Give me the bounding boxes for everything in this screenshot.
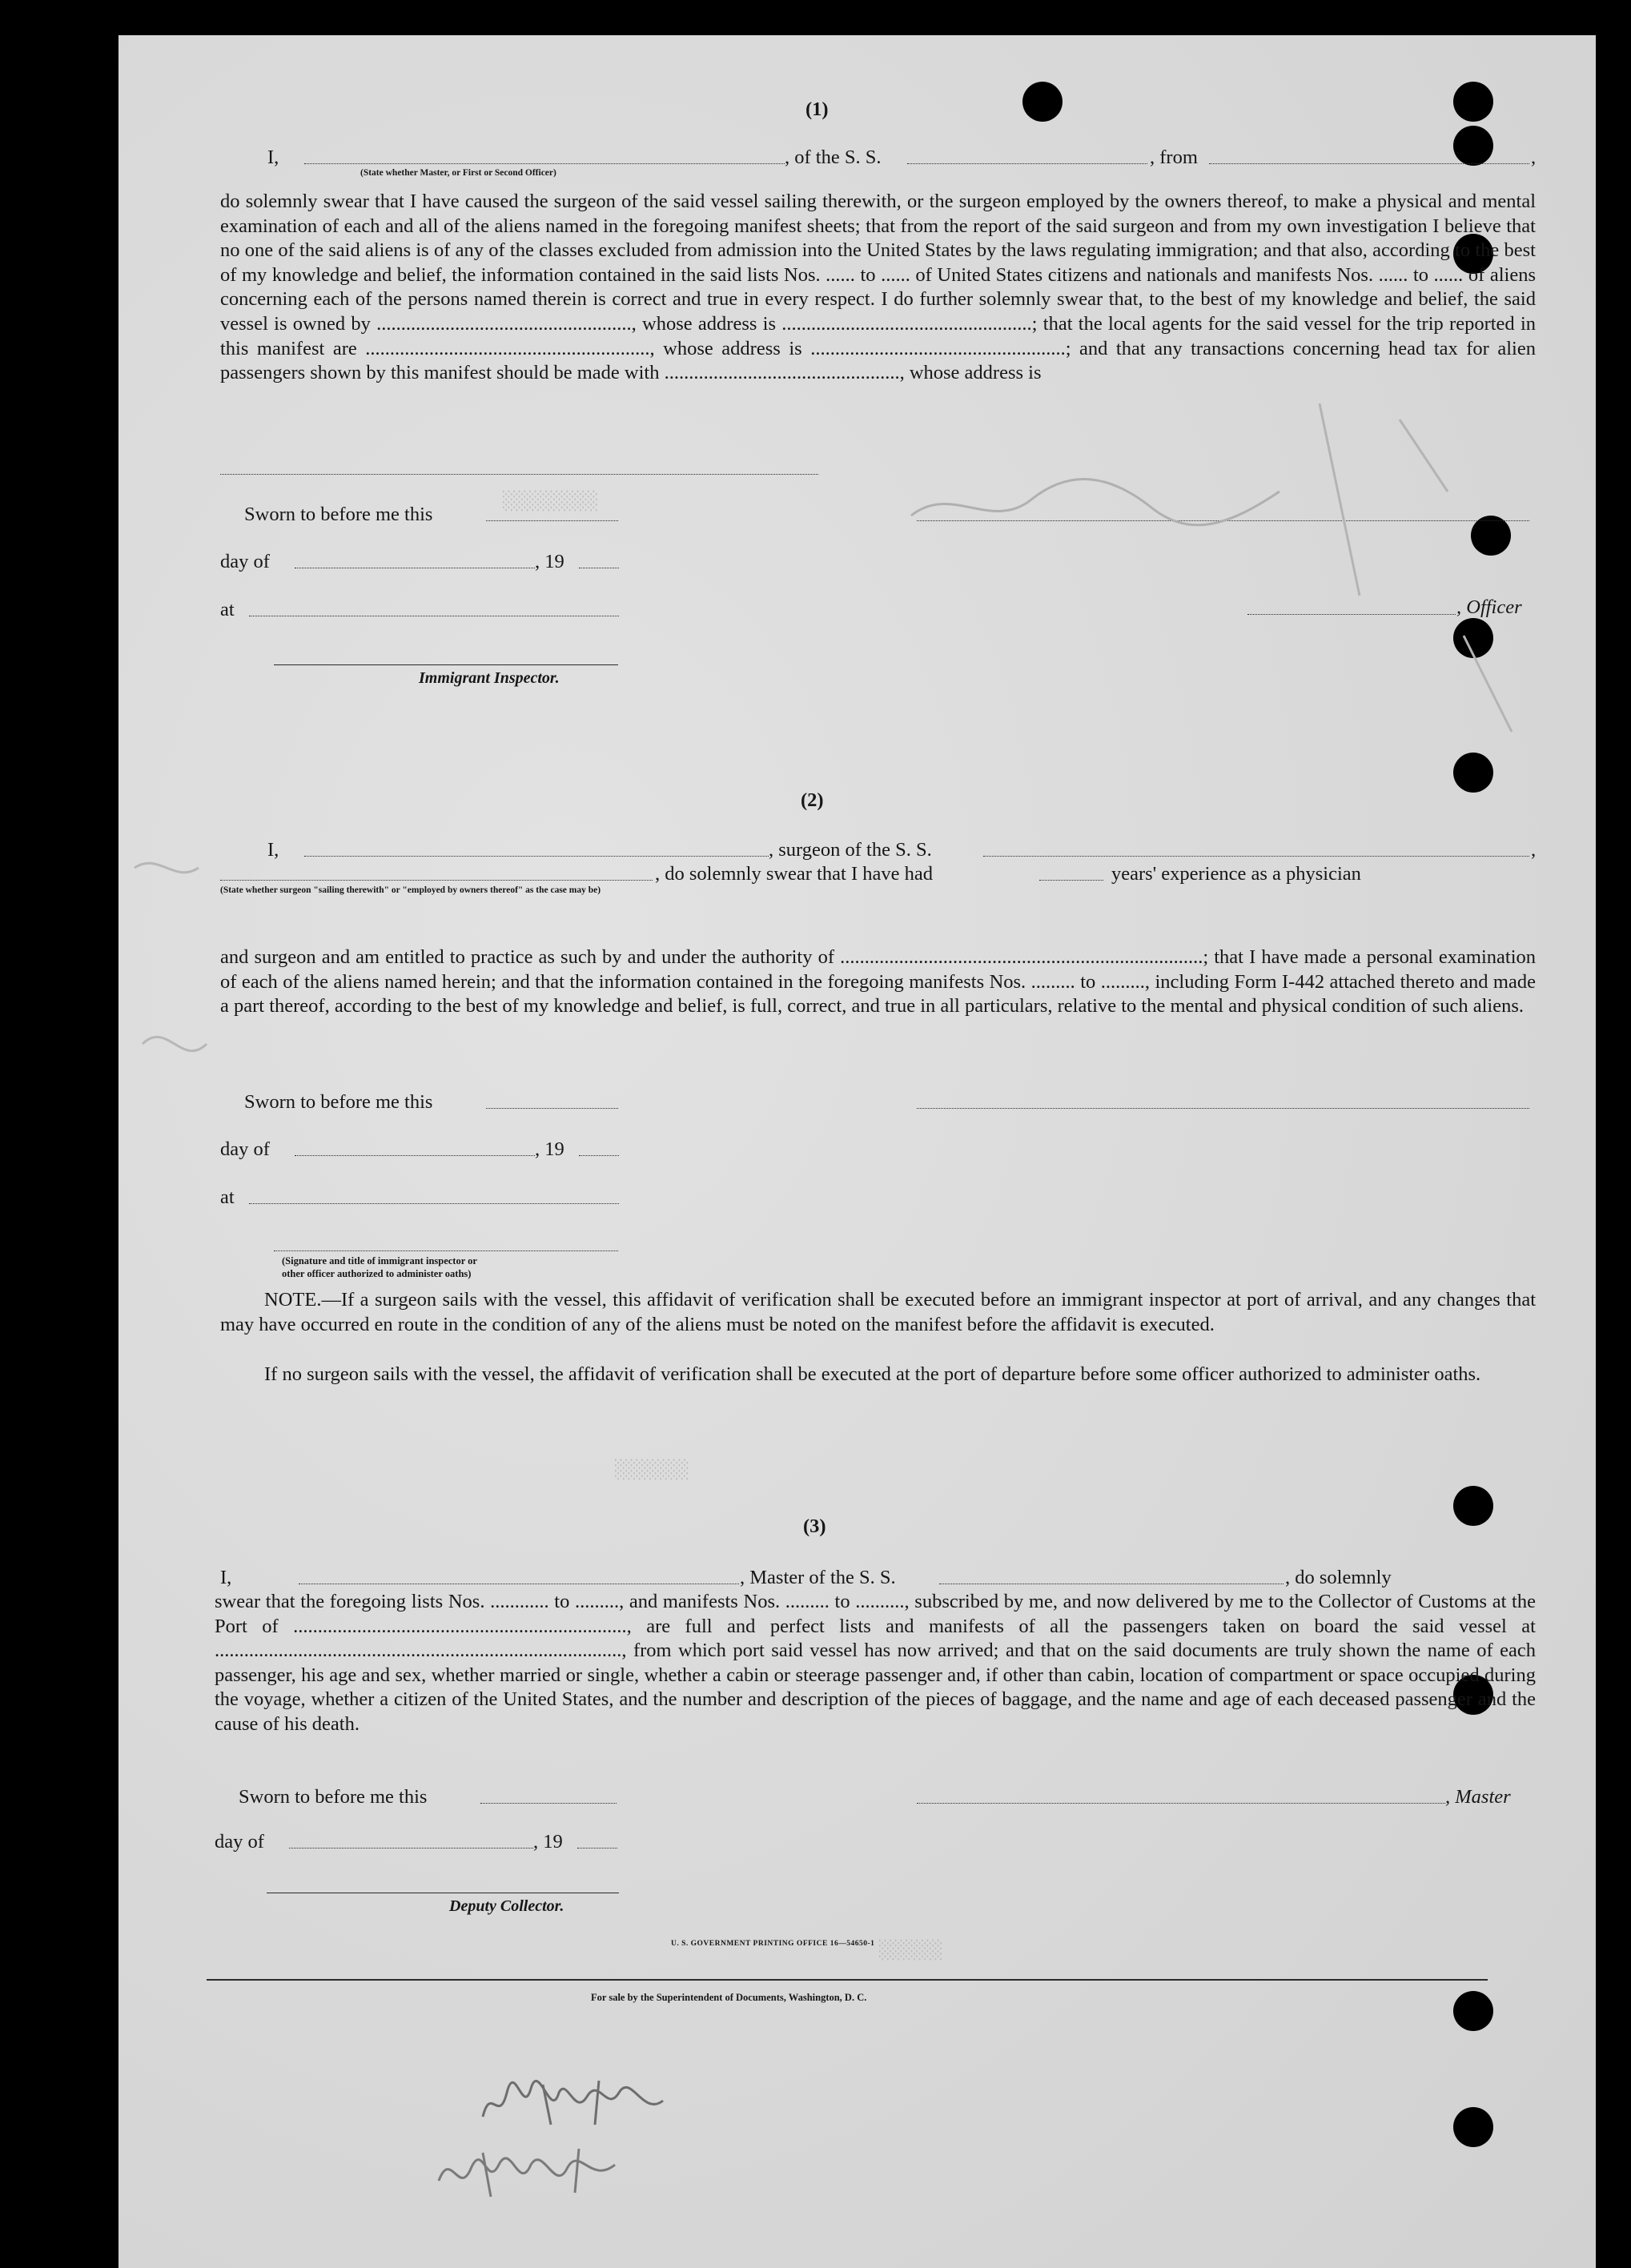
s1-line1-i: I, bbox=[267, 147, 279, 168]
s2-line2-years: years' experience as a physician bbox=[1111, 863, 1361, 885]
s2-surgeon-name-blank bbox=[304, 856, 769, 857]
s1-sworn-label: Sworn to before me this bbox=[244, 504, 433, 525]
s3-year-label: , 19 bbox=[533, 1831, 563, 1853]
s1-sworn-blank bbox=[486, 520, 618, 521]
s2-day-of-label: day of bbox=[220, 1138, 270, 1160]
s1-inspector-signature-line bbox=[274, 664, 618, 665]
s3-collector-label: Deputy Collector. bbox=[449, 1897, 564, 1915]
s3-day-blank bbox=[289, 1848, 533, 1849]
binder-hole bbox=[1453, 1991, 1493, 2031]
binder-hole bbox=[1453, 2107, 1493, 2147]
s1-affidavit-paragraph: do solemnly swear that I have caused the surgeon of the said vessel sailing therewith, or the surgeon employed by the owners thereof, to make a physical and mental examination of each and all of the aliens named in the foregoing manifest sheets; that from the report of the said surgeon and from my own investigation I believe that no one of the said aliens is of any of the classes excluded from admission into the United States by the laws regulating immigration; and that also, according to the best of my knowledge and belief, the information contained in the said lists Nos. ...... to ...... of United States citizens and nationals and manifests Nos. ...... to ...... of aliens concerning each of the persons named therein is correct and true in every respect. I do further solemnly swear that, to the best of my knowledge and belief, the said vessel is owned by ...................................................., whose address is ...................................................; that the local agents for the said vessel for the trip reported in this manifest are .........................................................., whose address is ....................................................; and that any transactions concerning head tax for alien passengers shown by this manifest should be made with ................................................, whose address is bbox=[220, 191, 1536, 384]
s1-line1-end: , bbox=[1531, 147, 1537, 168]
s2-note-2: If no surgeon sails with the vessel, the affidavit of verification shall be executed at the port of departure before some officer authorized to administer oaths. bbox=[264, 1363, 1481, 1385]
bleed-through-marks: ░░░░░░░░░ bbox=[503, 492, 599, 512]
s1-line1-from: , from bbox=[1150, 147, 1198, 168]
s2-line1-i: I, bbox=[267, 839, 279, 861]
s3-line1-swear: , do solemnly bbox=[1285, 1567, 1392, 1588]
s3-year-blank bbox=[577, 1848, 617, 1849]
s2-line1-end: , bbox=[1531, 839, 1537, 861]
binder-hole bbox=[1453, 1486, 1493, 1526]
s1-officer-blank bbox=[304, 163, 785, 164]
s3-line1-master: , Master of the S. S. bbox=[740, 1567, 896, 1588]
s2-sworn-label: Sworn to before me this bbox=[244, 1091, 433, 1113]
s2-sig-note-2: other officer authorized to administer oaths) bbox=[282, 1268, 472, 1279]
s1-officer-label: , Officer bbox=[1456, 596, 1522, 618]
s2-day-blank bbox=[295, 1155, 535, 1156]
sale-imprint: For sale by the Superintendent of Documents, Washington, D. C. bbox=[591, 1992, 867, 2003]
document-page bbox=[119, 35, 1596, 2268]
s3-master-signature-line bbox=[917, 1803, 1445, 1804]
s2-line2-swear: , do solemnly swear that I have had bbox=[655, 863, 933, 885]
s2-surgeon-type-blank bbox=[220, 880, 653, 881]
section-3-number: (3) bbox=[803, 1515, 826, 1537]
section-2-number: (2) bbox=[801, 789, 824, 811]
s2-note-1: NOTE.—If a surgeon sails with the vessel, this affidavit of verification shall be executed before an immigrant inspector at port of arrival, and any changes that may have occurred en route in the condition of any of the aliens must be noted on the manifest before the affidavit is executed. bbox=[220, 1289, 1536, 1335]
s1-inspector-label: Immigrant Inspector. bbox=[419, 669, 560, 687]
s2-inspector-signature-line bbox=[274, 1250, 618, 1251]
faint-pencil-marks bbox=[903, 452, 1288, 548]
faint-pencil-marks bbox=[119, 836, 231, 1236]
s2-sworn-blank bbox=[486, 1108, 618, 1109]
s2-sig-note-1: (Signature and title of immigrant inspector or bbox=[282, 1255, 477, 1266]
s3-day-of-label: day of bbox=[215, 1831, 264, 1853]
binder-hole-top-center bbox=[1022, 82, 1063, 122]
s1-officer-note: (State whether Master, or First or Second Officer) bbox=[360, 168, 556, 178]
s1-at-label: at bbox=[220, 599, 235, 620]
s1-vessel-blank bbox=[907, 163, 1147, 164]
s1-from-blank bbox=[1209, 163, 1529, 164]
binder-hole bbox=[1453, 126, 1493, 166]
s1-day-of-label: day of bbox=[220, 551, 270, 572]
s2-line1-surgeon-of: , surgeon of the S. S. bbox=[769, 839, 932, 861]
s2-at-label: at bbox=[220, 1186, 235, 1208]
bleed-through-marks: ░░░░░░░ bbox=[615, 1460, 689, 1480]
s3-affidavit-paragraph: swear that the foregoing lists Nos. ............ to ........., and manifests Nos. ......... to .........., subscribed by me, and now delivered by me to the Collector of Customs at the Port of ...................................................................., are full and perfect lists and manifests of all the passengers taken on board the said vessel at ..................................................................................., from which port said vessel has now arrived; and that on the said documents are truly shown the name of each passenger, his age and sex, whether married or single, whether a cabin or steerage passenger and, if other than cabin, location of compartment or space occupied during the voyage, whether a citizen of the United States, and the number and description of the pieces of baggage, and the name and age of each deceased passenger and the cause of his death. bbox=[215, 1591, 1536, 1735]
s1-line1-of-ss: , of the S. S. bbox=[785, 147, 882, 168]
s2-at-blank bbox=[249, 1203, 619, 1204]
s2-year-label: , 19 bbox=[535, 1138, 564, 1160]
s2-years-blank bbox=[1039, 880, 1103, 881]
s3-sworn-blank bbox=[480, 1803, 617, 1804]
s1-whose-address-blank bbox=[220, 474, 818, 475]
s2-affidavit-paragraph: and surgeon and am entitled to practice as such by and under the authority of ..........................................................................; that I have made a personal examination of each of the aliens named herein; and that the information contained in the foregoing manifests Nos. ......... to ........., including Form I-442 attached thereto and made a part thereof, according to the best of my knowledge and belief, is full, correct, and true in all particulars, relative to the mental and physical condition of such aliens. bbox=[220, 946, 1536, 1018]
s2-year-blank bbox=[579, 1155, 619, 1156]
gpo-imprint: U. S. GOVERNMENT PRINTING OFFICE 16—54650-1 bbox=[671, 1940, 875, 1948]
s3-sworn-label: Sworn to before me this bbox=[239, 1786, 428, 1808]
binder-hole-top-right bbox=[1453, 82, 1493, 122]
s2-vessel-blank bbox=[983, 856, 1529, 857]
s2-surgeon-note: (State whether surgeon "sailing therewith" or "employed by owners thereof" as the case may be) bbox=[220, 885, 601, 895]
bleed-through-marks: ░░░░░░ bbox=[879, 1941, 943, 1961]
s1-year-label: , 19 bbox=[535, 551, 564, 572]
handwritten-notation bbox=[435, 2141, 619, 2205]
footer-rule bbox=[207, 1979, 1488, 1981]
s3-master-label: , Master bbox=[1445, 1786, 1511, 1808]
handwritten-notation bbox=[479, 2069, 671, 2133]
section-1-number: (1) bbox=[805, 98, 829, 120]
s3-line1-i: I, bbox=[220, 1567, 232, 1588]
faint-pencil-marks bbox=[1304, 395, 1544, 796]
s2-surgeon-signature-line bbox=[917, 1108, 1529, 1109]
